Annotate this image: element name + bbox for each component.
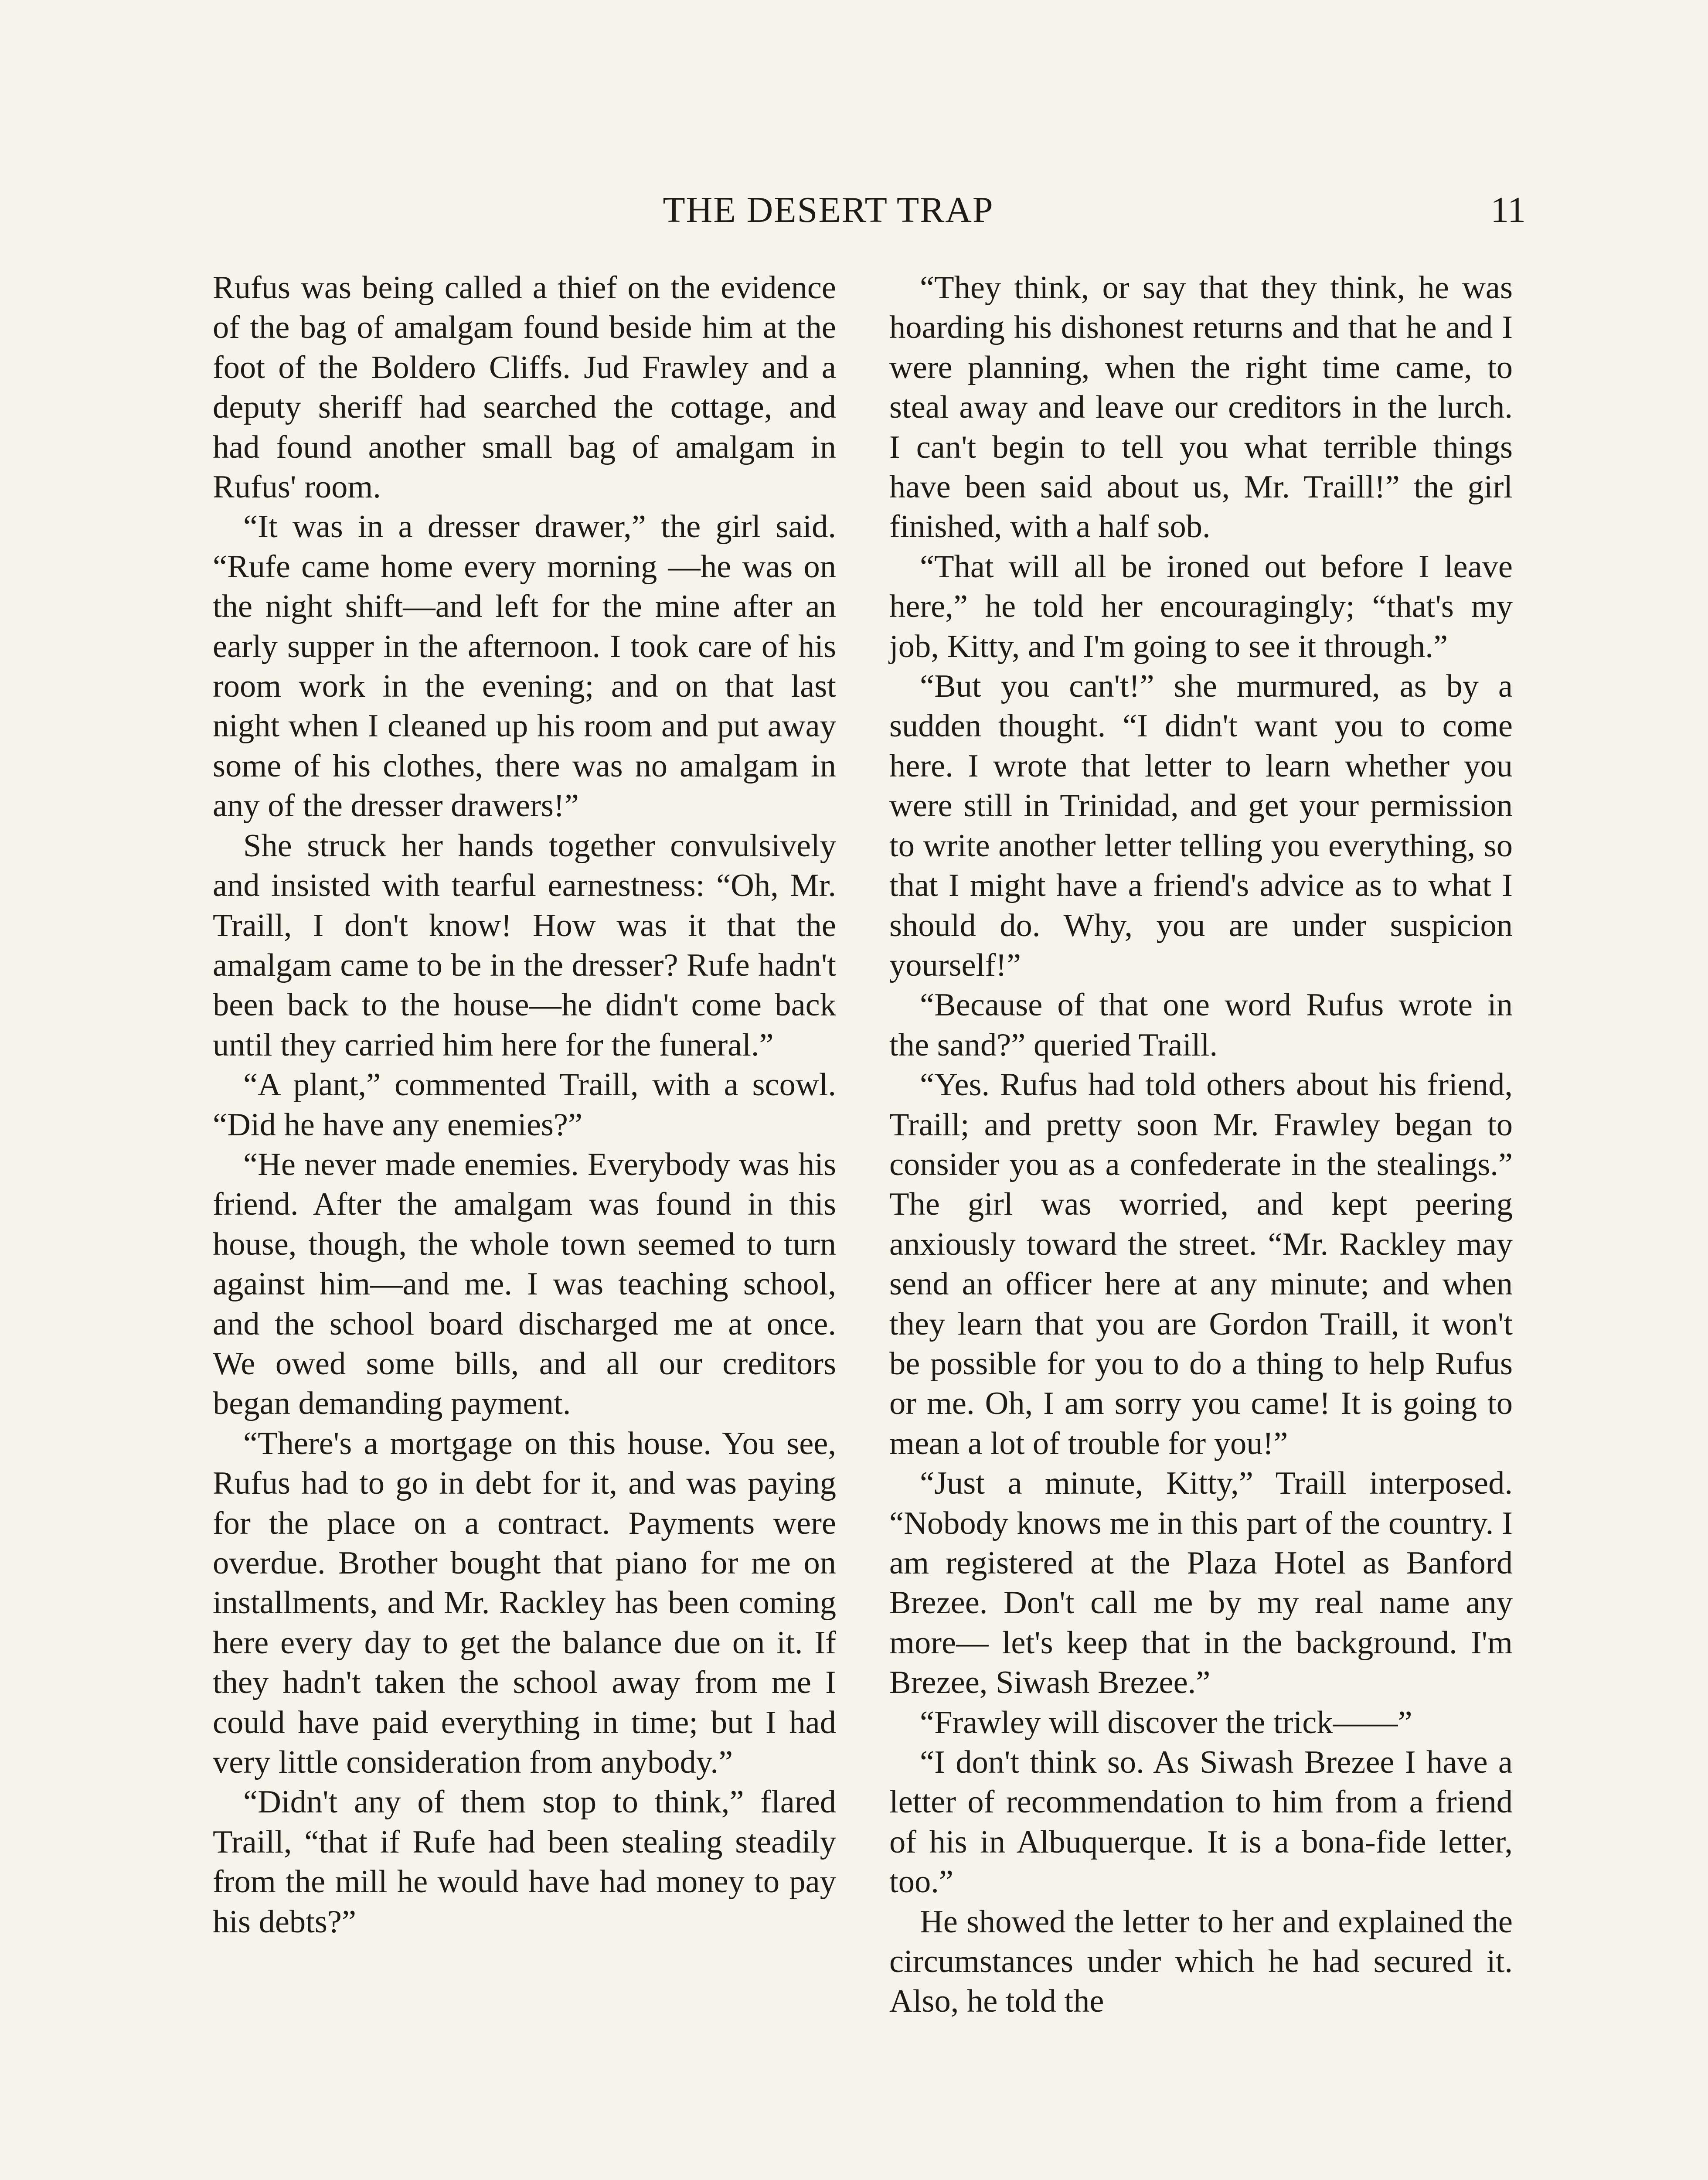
paragraph: He showed the letter to her and explained the circumstances under which he had secured it. Also, he told the: [889, 1904, 1513, 2020]
left-column: [213, 268, 836, 1942]
page-number: 11: [1490, 190, 1526, 230]
paragraph: “He never made enemies. Everybody was his friend. After the amalgam was found in this house, though, the whole town seemed to turn against him—and me. I was teaching school, and the school board discharged me at once. We owed some bills, and all our creditors began demanding payment.: [213, 1146, 836, 1422]
paragraph: “There's a mortgage on this house. You see, Rufus had to go in debt for it, and was paying for the place on a contract. Payments were overdue. Brother bought that piano for me on installments, and Mr. Rackley has been coming here every day to get the balance due on it. If they hadn't taken the school away from me I could have paid everything in time; but I had very little consideration from anybody.”: [213, 1425, 836, 1781]
paragraph: “But you can't!” she murmured, as by a sudden thought. “I didn't want you to come here. I wrote that letter to learn whether you were still in Trinidad, and get your permission to write another letter telling you everything, so that I might have a friend's advice as to what I should do. Why, you are under suspicion yourself!”: [889, 668, 1513, 983]
right-column: [889, 268, 1513, 2022]
paragraph: “Just a minute, Kitty,” Traill interposed. “Nobody knows me in this part of the country. I am registered at the Plaza Hotel as Banford Brezee. Don't call me by my real name any more— let's keep that in the background. I'm Brezee, Siwash Brezee.”: [889, 1465, 1513, 1701]
paragraph: “That will all be ironed out before I leave here,” he told her encouragingly; “that's my job, Kitty, and I'm going to see it through.”: [889, 548, 1513, 664]
paragraph: “It was in a dresser drawer,” the girl said. “Rufe came home every morning —he was on the night shift—and left for the mine after an early supper in the afternoon. I took care of his room work in the evening; and on that last night when I cleaned up his room and put away some of his clothes, there was no amalgam in any of the dresser drawers!”: [213, 509, 836, 824]
paragraph: Rufus was being called a thief on the evidence of the bag of amalgam found beside him at the foot of the Boldero Cliffs. Jud Frawley and a deputy sheriff had searched the cottage, and had found another small bag of amalgam in Rufus' room.: [213, 270, 836, 505]
paragraph: “I don't think so. As Siwash Brezee I have a letter of recommendation to him from a friend of his in Albuquerque. It is a bona-fide letter, too.”: [889, 1744, 1513, 1900]
paragraph: “Yes. Rufus had told others about his friend, Traill; and pretty soon Mr. Frawley began to consider you as a confederate in the stealings.” The girl was worried, and kept peering anxiously toward the street. “Mr. Rackley may send an officer here at any minute; and when they learn that you are Gordon Traill, it won't be possible for you to do a thing to help Rufus or me. Oh, I am sorry you came! It is going to mean a lot of trouble for you!”: [889, 1067, 1513, 1461]
paragraph: “Because of that one word Rufus wrote in the sand?” queried Traill.: [889, 987, 1513, 1063]
paragraph: “They think, or say that they think, he was hoarding his dishonest returns and that he and I were planning, when the right time came, to steal away and leave our creditors in the lurch. I can't begin to tell you what terrible things have been said about us, Mr. Traill!” the girl finished, with a half sob.: [889, 270, 1513, 545]
running-head: [0, 188, 1708, 236]
paragraph: “A plant,” commented Traill, with a scowl. “Did he have any enemies?”: [213, 1067, 836, 1143]
paragraph: “Didn't any of them stop to think,” flared Traill, “that if Rufe had been stealing steadily from the mill he would have had money to pay his debts?”: [213, 1784, 836, 1940]
paragraph: “Frawley will discover the trick——”: [920, 1704, 1412, 1741]
paragraph: She struck her hands together convulsively and insisted with tearful earnestness: “Oh, Mr. Traill, I don't know! How was it that the amalgam came to be in the dresser? Rufe hadn't been back to the house—he didn't come back until they carried him here for the funeral.”: [213, 828, 836, 1063]
running-title: THE DESERT TRAP: [663, 190, 994, 230]
